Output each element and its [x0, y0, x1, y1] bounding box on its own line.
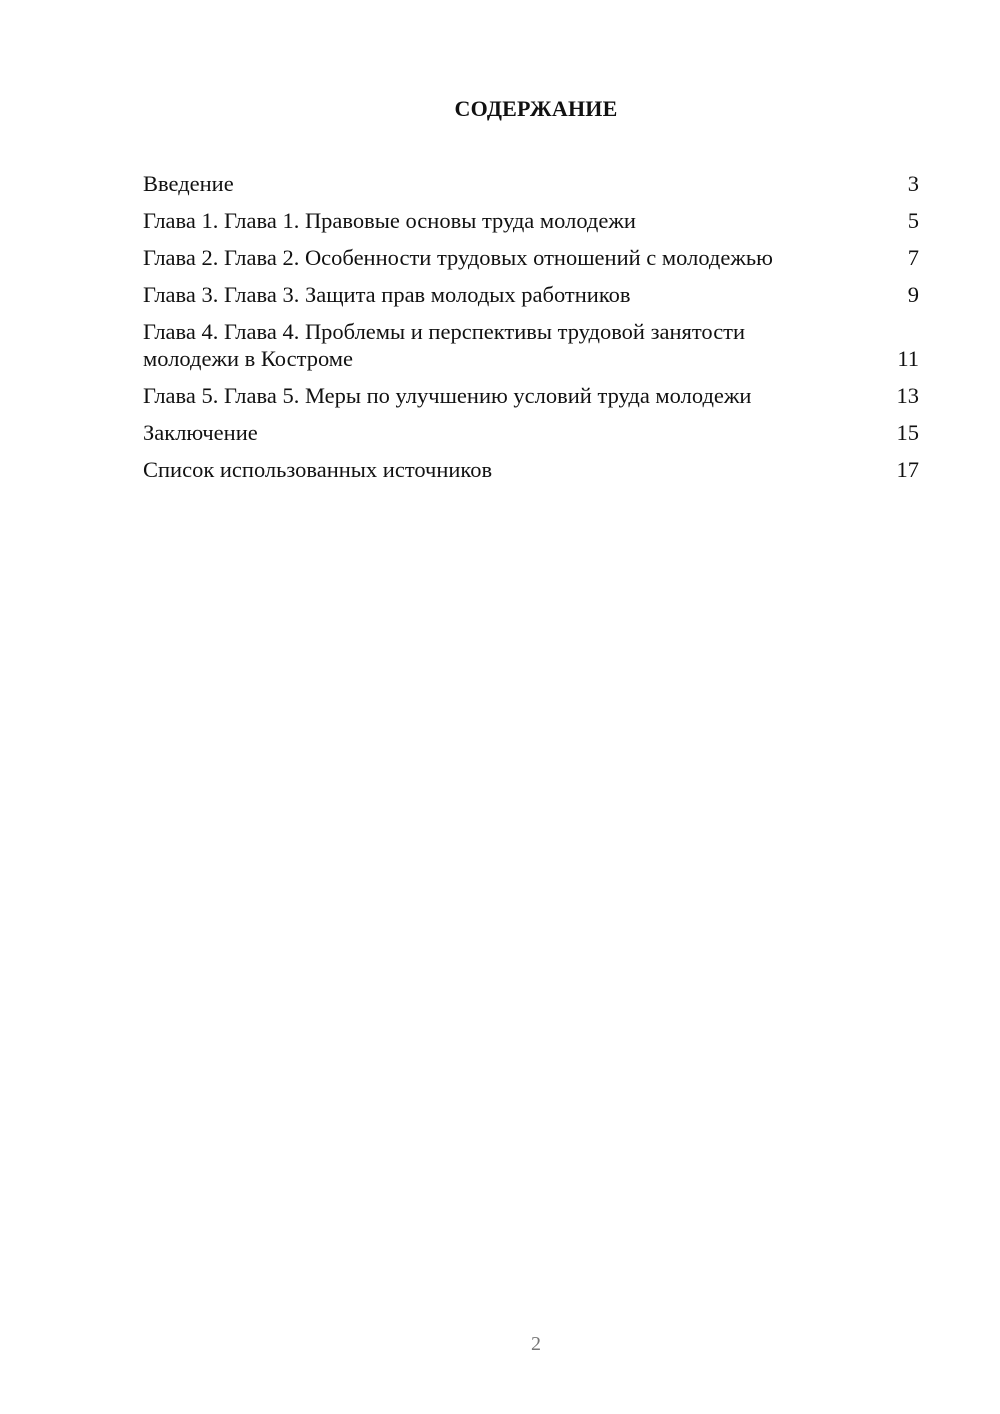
toc-title: СОДЕРЖАНИЕ: [454, 96, 618, 121]
toc-entry-introduction: [143, 170, 919, 197]
toc-entry-page: 3: [907, 171, 919, 196]
toc-entry-chapter-4: [143, 318, 919, 372]
toc-entry-page: 15: [896, 420, 919, 445]
toc-entry-page: 9: [907, 282, 919, 307]
toc-entry-label: Глава 3. Глава 3. Защита прав молодых работников: [143, 282, 631, 307]
toc-entry-page: 7: [907, 245, 919, 270]
toc-entry-label: Глава 1. Глава 1. Правовые основы труда молодежи: [143, 208, 636, 233]
toc-entry-label: Список использованных источников: [143, 457, 493, 482]
toc-entry-label: Введение: [143, 171, 234, 196]
toc-entry-page: 5: [907, 208, 919, 233]
page-number: 2: [531, 1333, 541, 1355]
toc-entry-page: 17: [896, 457, 919, 482]
toc-entry-chapter-2: [143, 244, 919, 271]
toc-entry-chapter-3: [143, 281, 919, 308]
toc-entry-page: 11: [897, 346, 919, 371]
toc-entry-page: 13: [896, 383, 919, 408]
toc-entry-references: [143, 456, 919, 483]
table-of-contents: [143, 170, 919, 493]
toc-entry-label: Глава 4. Глава 4. Проблемы и перспективы трудовой занятости молодежи в Костроме: [143, 319, 746, 371]
toc-entry-label: Глава 2. Глава 2. Особенности трудовых отношений с молодежью: [143, 245, 773, 270]
toc-entry-label: Заключение: [143, 420, 258, 445]
toc-entry-chapter-5: [143, 382, 919, 409]
toc-entry-chapter-1: [143, 207, 919, 234]
toc-entry-label: Глава 5. Глава 5. Меры по улучшению условий труда молодежи: [143, 383, 752, 408]
toc-entry-conclusion: [143, 419, 919, 446]
